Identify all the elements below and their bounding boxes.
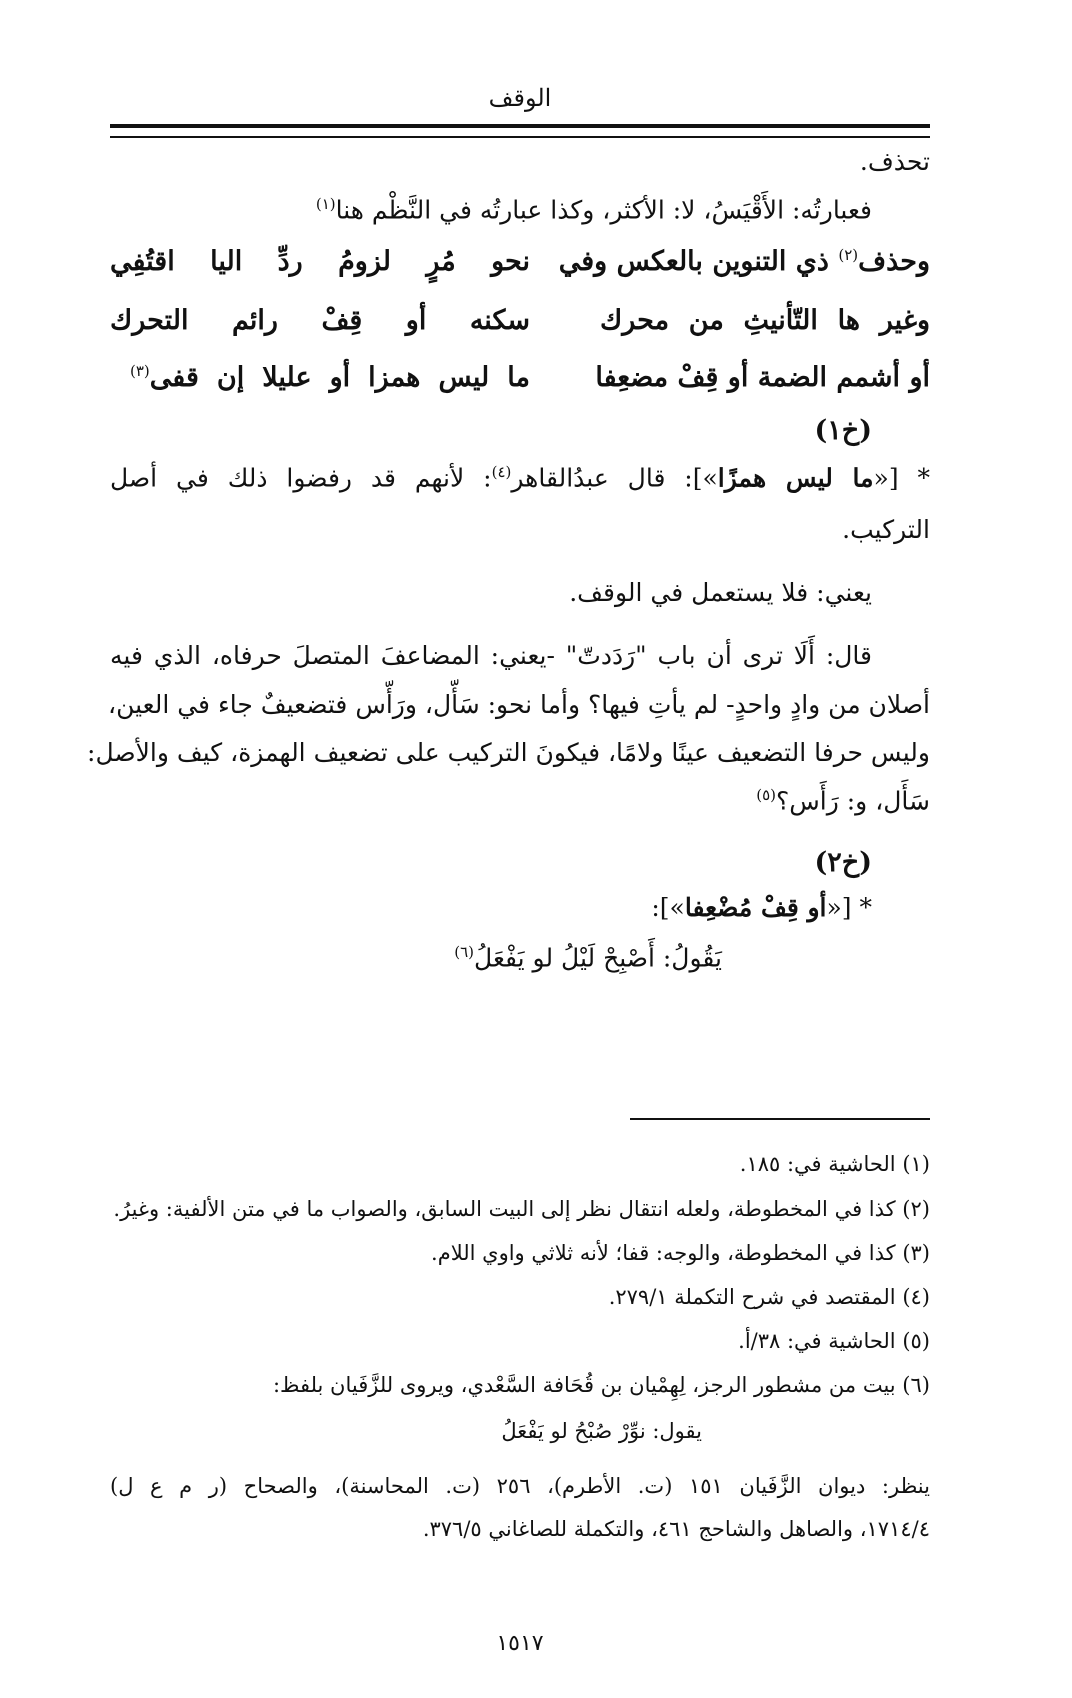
- text-ma-laysa-hamz: * [«ما ليس همزًا»]: قال عبدُالقاهر$^{(٤)}$: لأنهم قد رفضوا ذلك في أصل: [110, 463, 930, 493]
- paragraph-line-2: أصلان من وادٍ واحدٍ- لم يأتِ فيها؟ وأما نحو: سَأّل، ورَأّس فتضعيفٌ جاء في العين،: [108, 690, 930, 719]
- footnote-1: (١) الحاشية في: ١٨٥.: [739, 1152, 930, 1176]
- verse-1-hemistich-1: وحذف$^{(٢)}$ ذي التنوين بالعكس وفي: [558, 246, 930, 277]
- verse-3-hemistich-2: ما ليس همزا أو عليلا إن قفى$^{(٣)}$: [130, 362, 530, 393]
- document-page: [87, 0, 930, 1698]
- footnote-6-quote: يقول: نوِّرْ صُبْحُ لو يَفْعَلُ: [501, 1419, 702, 1443]
- text-tarkib: التركيب.: [842, 515, 930, 544]
- footnote-separator: [630, 1118, 930, 1120]
- page-number: ١٥١٧: [496, 1631, 544, 1656]
- verse-1-hemistich-2: نحو مُرٍ لزومُ ردِّ اليا اقتُفِي: [110, 246, 530, 277]
- text-aw-qif-mudiffa: * [«أو قِفْ مُضْعِفا»]:: [651, 893, 872, 922]
- header-rule-thin: [110, 136, 930, 138]
- manuscript-marker-2: (خ٢): [814, 847, 872, 878]
- running-header: الوقف: [488, 84, 552, 112]
- footnote-5: (٥) الحاشية في: ٣٨/أ.: [738, 1329, 930, 1353]
- text-yani: يعني: فلا يستعمل في الوقف.: [569, 578, 872, 607]
- footnote-6-ref-1: ينظر: ديوان الزَّفَيان ١٥١ (ت. الأطرم)، ٢٥٦ (ت. المحاسنة)، والصحاح (ر م ع ل): [110, 1474, 930, 1498]
- text-line-2: فعبارتُه: الأَقْيَسُ، لا: الأكثر، وكذا عبارتُه في النَّظْم هنا$^{(١)}$: [315, 195, 872, 225]
- header-rule-thick: [110, 124, 930, 128]
- footnote-4: (٤) المقتصد في شرح التكملة ٢٧٩/١.: [608, 1285, 930, 1309]
- footnote-3: (٣) كذا في المخطوطة، والوجه: قفا؛ لأنه ثلاثي واوي اللام.: [431, 1241, 930, 1265]
- text-line-1: تحذف.: [859, 147, 930, 176]
- footnote-6-ref-2: ١٧١٤/٤، والصاهل والشاحج ٤٦١، والتكملة للصاغاني ٣٧٦/٥.: [422, 1517, 930, 1541]
- paragraph-line-1: قال: أَلَا ترى أن باب "رَدَدتّ" -يعني: المضاعفَ المتصلَ حرفاه، الذي فيه: [110, 641, 872, 670]
- footnote-6: (٦) بيت من مشطور الرجز، لِهِمْيان بن قُحَافة السَّعْدي، ويروى للزَّفَيان بلفظ:: [272, 1373, 930, 1397]
- footnote-2: (٢) كذا في المخطوطة، ولعله انتقال نظر إلى البيت السابق، والصواب ما في متن الألفية: وغيرُ.: [113, 1197, 930, 1221]
- paragraph-line-4: سَأَل، و: رَأَس؟$^{(٥)}$: [756, 786, 930, 816]
- verse-2-hemistich-1: وغير ها التّأنيثِ من محرك: [600, 305, 930, 336]
- verse-2-hemistich-2: سكنه أو قِفْ رائم التحرك: [110, 305, 530, 336]
- verse-3-hemistich-1: أو أشمم الضمة أو قِفْ مضعِفا: [595, 362, 930, 393]
- verse-quote: يَقُولُ: أَصْبِحْ لَيْلُ لو يَفْعَلُ$^{(٦)}$: [454, 943, 722, 973]
- paragraph-line-3: وليس حرفا التضعيف عينًا ولامًا، فيكونَ التركيب على تضعيف الهمزة، كيف والأصل:: [87, 738, 930, 767]
- manuscript-marker-1: (خ١): [814, 415, 872, 446]
